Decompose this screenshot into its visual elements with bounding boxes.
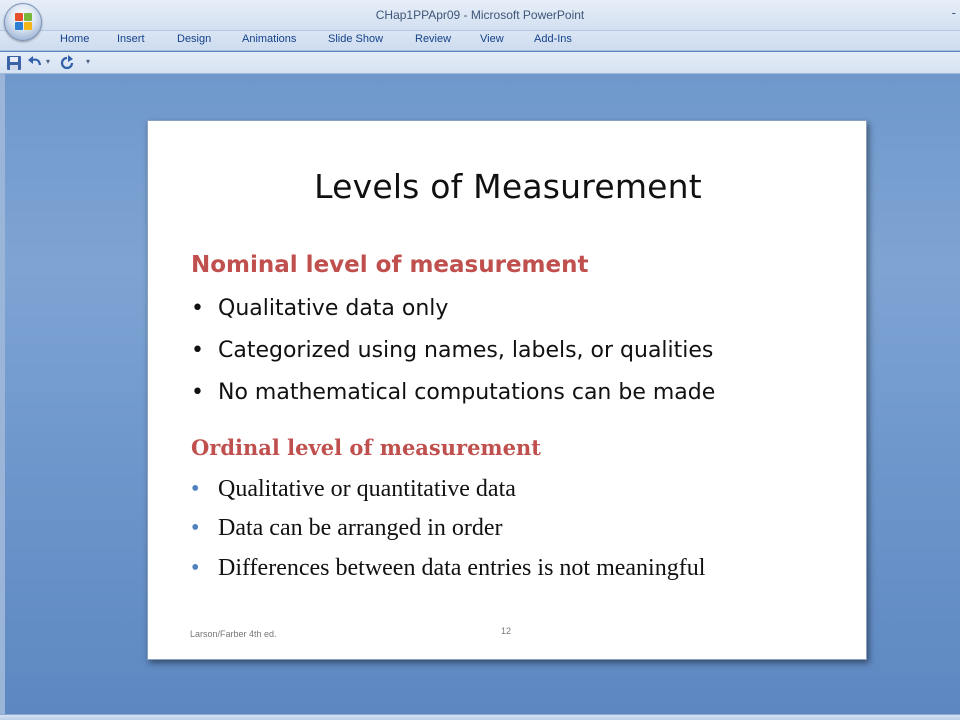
tab-insert[interactable]: Insert (117, 33, 145, 45)
slide-canvas[interactable] (147, 120, 867, 660)
left-pane-edge[interactable] (0, 74, 5, 714)
ribbon-tab-row (0, 31, 960, 51)
bullet-icon: • (191, 555, 200, 581)
bullet-item (191, 380, 715, 405)
minimize-button[interactable]: - (951, 6, 956, 20)
section-heading-ordinal: Ordinal level of measurement (191, 435, 541, 460)
bullet-item (191, 555, 705, 582)
office-logo-icon (15, 13, 33, 31)
tab-view[interactable]: View (480, 33, 504, 45)
status-bar (0, 714, 960, 720)
window-title: CHap1PPApr09 - Microsoft PowerPoint (375, 8, 585, 22)
customize-icon[interactable]: ▾ (86, 57, 91, 66)
bullet-item (191, 296, 448, 321)
tab-home[interactable]: Home (60, 33, 90, 45)
bullet-item (191, 476, 516, 503)
bullet-text: Qualitative data only (218, 296, 449, 321)
office-button[interactable] (4, 3, 42, 41)
bullet-text: No mathematical computations can be made (218, 380, 716, 405)
bullet-icon: • (191, 515, 200, 541)
quick-access-toolbar (0, 52, 960, 74)
bullet-text: Data can be arranged in order (218, 515, 503, 541)
undo-icon[interactable] (27, 55, 43, 71)
tab-review[interactable]: Review (415, 33, 452, 45)
save-icon[interactable] (6, 55, 22, 71)
slide-title[interactable]: Levels of Measurement (314, 167, 702, 206)
bullet-icon: • (191, 380, 204, 405)
tab-design[interactable]: Design (177, 33, 212, 45)
tab-add-ins[interactable]: Add-Ins (534, 33, 572, 45)
bullet-item (191, 338, 713, 363)
section-heading-nominal: Nominal level of measurement (191, 252, 589, 278)
title-bar (0, 0, 960, 31)
redo-icon[interactable] (59, 55, 75, 71)
slide-page-number: 12 (501, 626, 512, 636)
tab-slide-show[interactable]: Slide Show (328, 33, 384, 45)
bullet-text: Qualitative or quantitative data (218, 476, 516, 502)
bullet-item (191, 515, 503, 542)
tab-animations[interactable]: Animations (242, 33, 297, 45)
bullet-text: Categorized using names, labels, or qualities (218, 338, 714, 363)
bullet-icon: • (191, 296, 204, 321)
bullet-icon: • (191, 476, 200, 502)
bullet-icon: • (191, 338, 204, 363)
slide-footer: Larson/Farber 4th ed. (190, 629, 277, 639)
undo-dropdown-icon[interactable]: ▾ (46, 57, 51, 66)
bullet-text: Differences between data entries is not meaningful (218, 555, 706, 581)
